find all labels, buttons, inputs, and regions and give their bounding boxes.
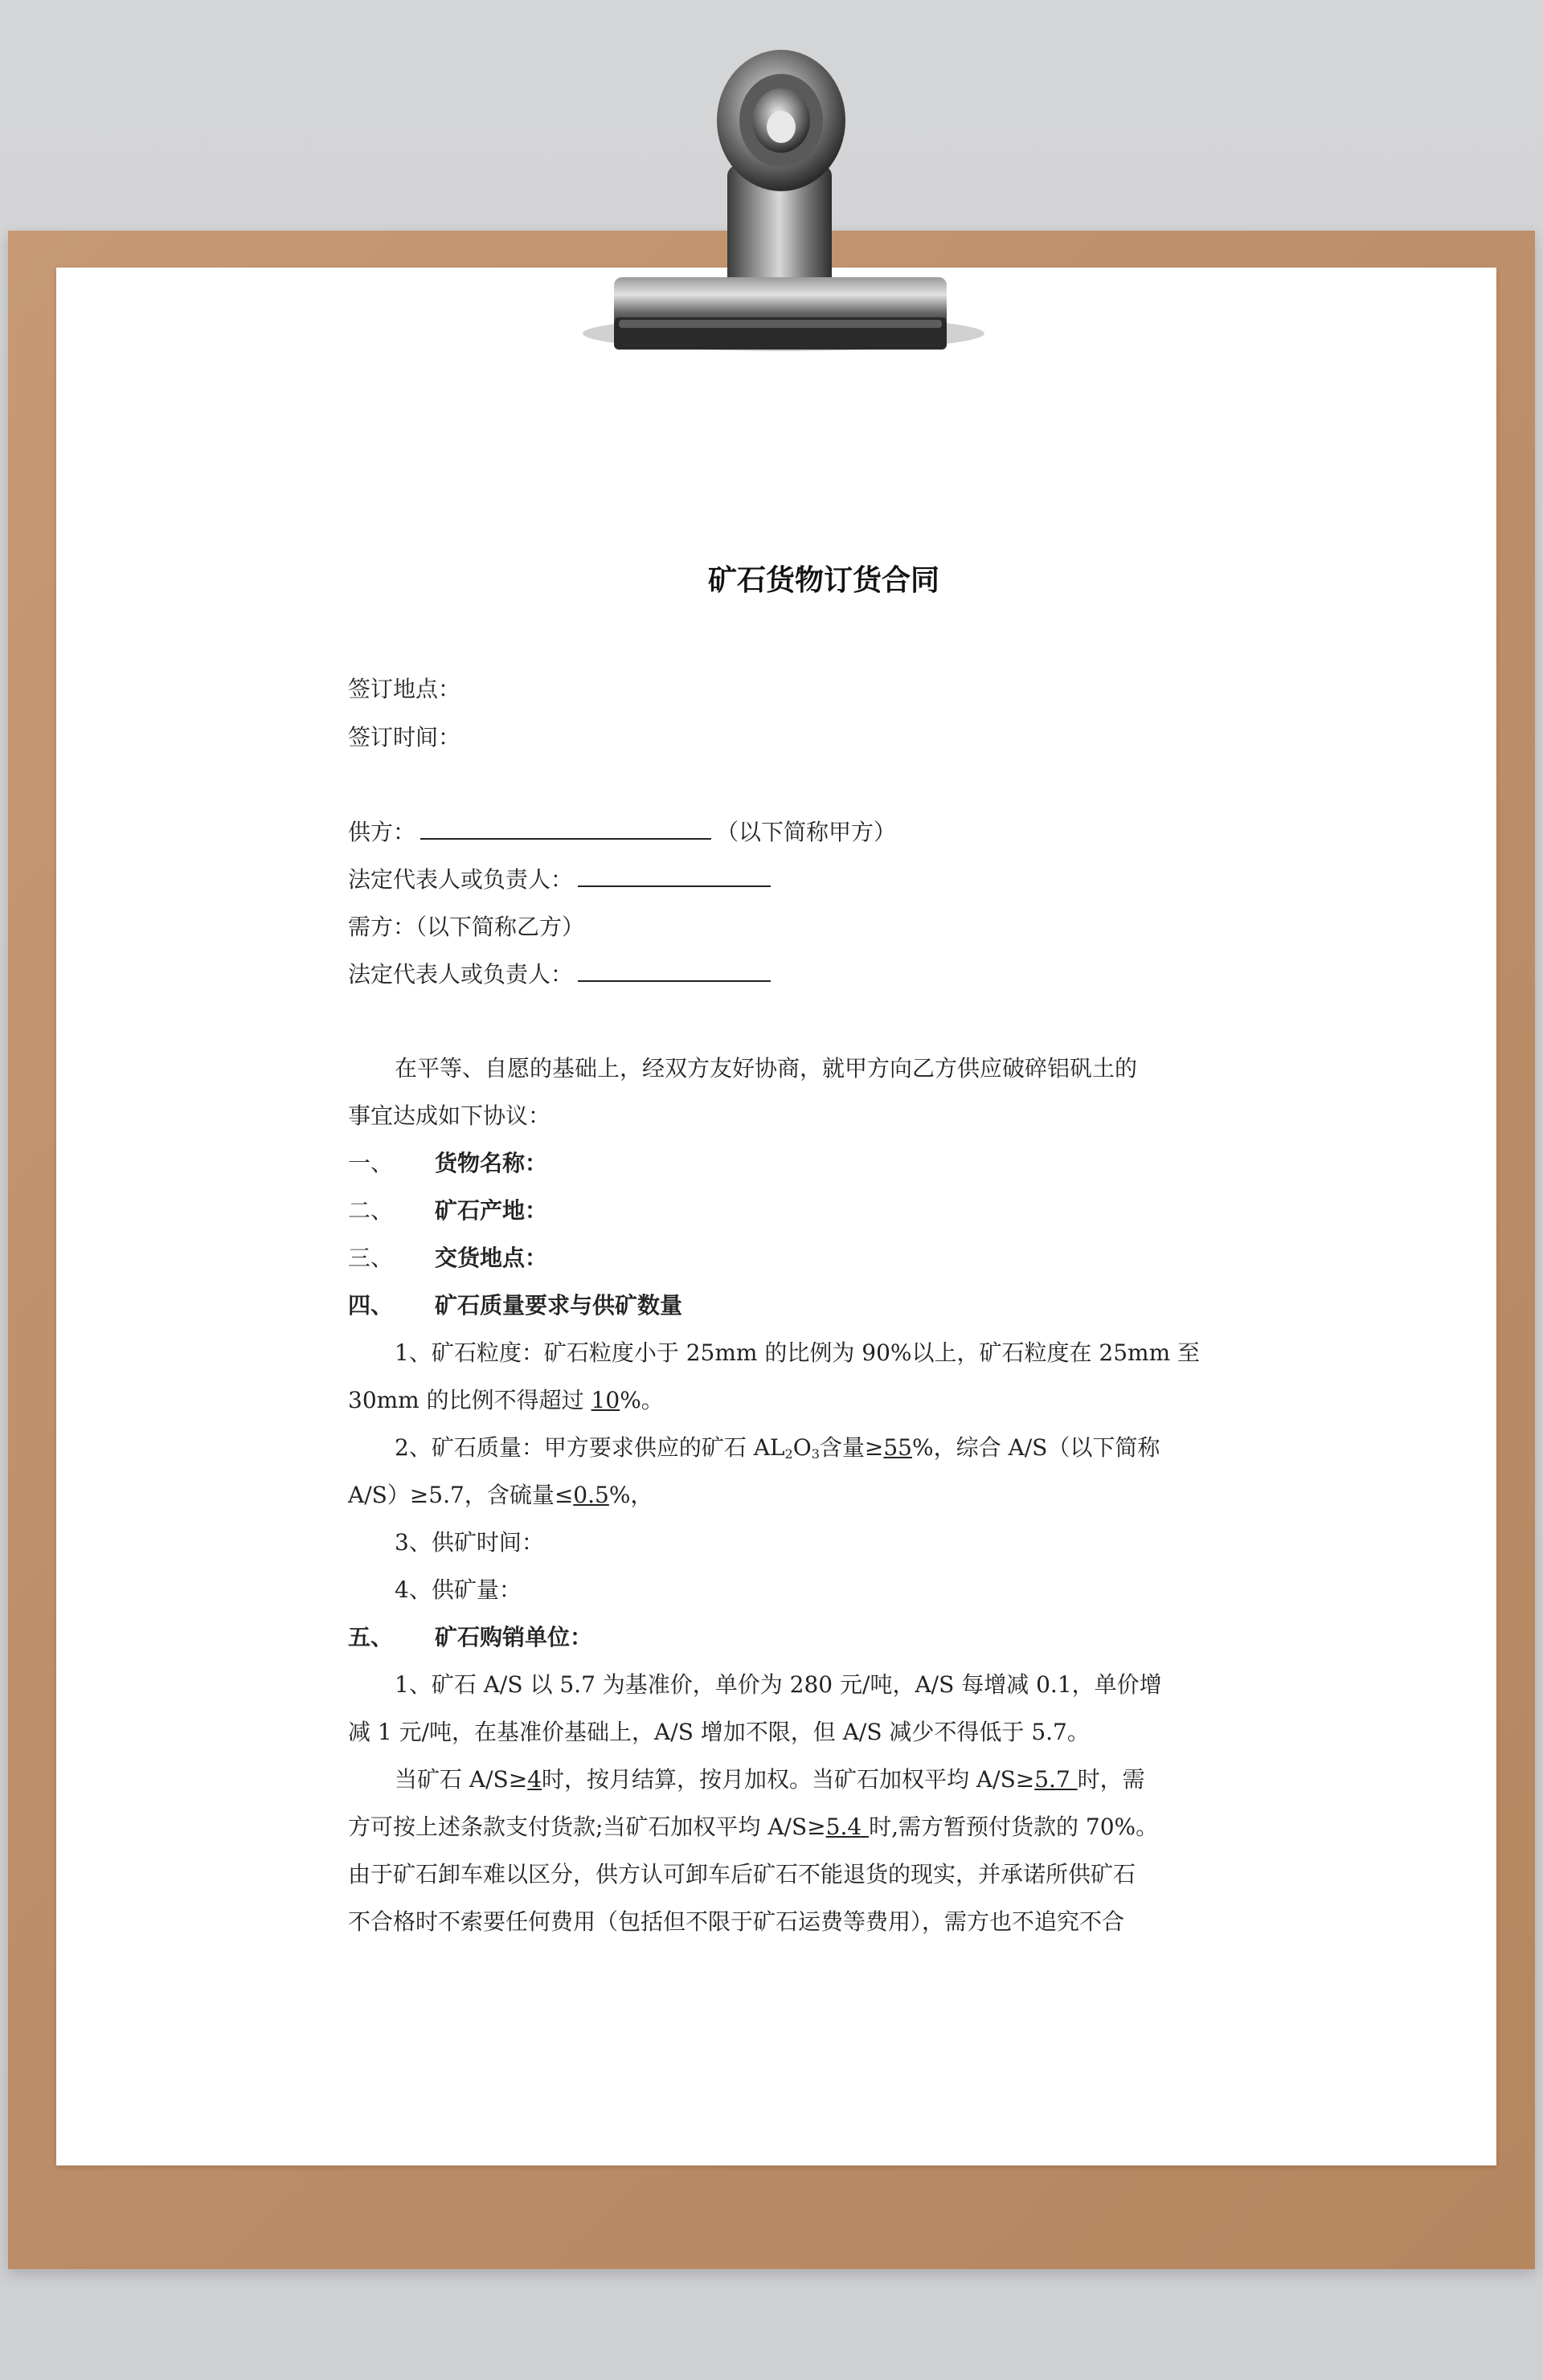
s4-item-2-line-2-end: %， bbox=[608, 1482, 653, 1508]
s5-para-2-value-2: 5.7 bbox=[1034, 1766, 1078, 1793]
s5-para-2-text-a: 当矿石 A/S≥ bbox=[395, 1766, 528, 1793]
section-4-number: 四、 bbox=[348, 1292, 394, 1319]
supplier-blank bbox=[420, 814, 711, 840]
supplier-label: 供方： bbox=[348, 819, 416, 845]
legal-rep-2-line bbox=[348, 951, 776, 998]
s4-item-2-sub-1: 2 bbox=[784, 1446, 793, 1462]
s4-item-2-text: 2、矿石质量：甲方要求供应的矿石 AL bbox=[395, 1434, 785, 1461]
legal-rep-1-line bbox=[348, 856, 776, 903]
section-1-heading bbox=[348, 1139, 547, 1187]
s5-para-2-line-2-end: 时,需方暂预付货款的 70%。 bbox=[869, 1814, 1159, 1840]
s4-item-1-line-2 bbox=[348, 1376, 664, 1424]
supplier-line bbox=[348, 808, 896, 856]
section-4-title: 矿石质量要求与供矿数量 bbox=[435, 1292, 683, 1319]
section-1-number: 一、 bbox=[348, 1150, 394, 1176]
s5-para-2-line-4: 不合格时不索要任何费用（包括但不限于矿石运费等费用），需方也不追究不合 bbox=[348, 1908, 1125, 1935]
legal-rep-1-label: 法定代表人或负责人： bbox=[348, 866, 574, 893]
intro-paragraph-line-2: 事宜达成如下协议： bbox=[348, 1102, 551, 1129]
s5-para-2-value-1: 4 bbox=[527, 1766, 542, 1793]
intro-paragraph-line-1: 在平等、自愿的基础上，经双方友好协商，就甲方向乙方供应破碎铝矾土的 bbox=[395, 1055, 1138, 1082]
section-3-title: 交货地点： bbox=[435, 1245, 548, 1271]
sign-time-line bbox=[348, 714, 460, 761]
sign-place-label: 签订地点： bbox=[348, 676, 461, 702]
s4-item-1-underlined-value: 10 bbox=[591, 1387, 620, 1413]
s4-item-1-text: 30mm 的比例不得超过 bbox=[348, 1387, 591, 1413]
s5-item-1-line-1: 1、矿石 A/S 以 5.7 为基准价，单价为 280 元/吨，A/S 每增减 0.1，单价增 bbox=[395, 1671, 1162, 1698]
s5-item-1-line-2: 减 1 元/吨，在基准价基础上，A/S 增加不限，但 A/S 减少不得低于 5.7。 bbox=[348, 1719, 1090, 1745]
s4-item-2-oxygen: O bbox=[792, 1434, 812, 1461]
section-2-title: 矿石产地： bbox=[435, 1197, 548, 1224]
section-5-title: 矿石购销单位： bbox=[435, 1624, 593, 1650]
legal-rep-2-label: 法定代表人或负责人： bbox=[348, 961, 574, 988]
legal-rep-2-blank bbox=[578, 956, 771, 982]
section-2-number: 二、 bbox=[348, 1197, 394, 1224]
section-1-title: 货物名称： bbox=[435, 1150, 548, 1176]
buyer-label: 需方：（以下简称乙方） bbox=[348, 914, 585, 940]
s5-para-2-line-1 bbox=[348, 1756, 1145, 1803]
s4-item-2-content: 含量≥ bbox=[819, 1434, 884, 1461]
s5-para-2-value-3: 5.4 bbox=[825, 1814, 870, 1840]
s4-item-3: 3、供矿时间： bbox=[395, 1529, 544, 1556]
s4-item-2-text-end: %，综合 A/S（以下简称 bbox=[911, 1434, 1160, 1461]
s4-item-2-sub-2: 3 bbox=[811, 1446, 820, 1462]
s4-item-2-sulfur-value: 0.5 bbox=[573, 1482, 609, 1508]
section-3-number: 三、 bbox=[348, 1245, 394, 1271]
section-5-number: 五、 bbox=[348, 1624, 394, 1650]
supplier-suffix: （以下简称甲方） bbox=[716, 819, 897, 845]
legal-rep-1-blank bbox=[578, 861, 771, 887]
s4-item-1-line-1: 1、矿石粒度：矿石粒度小于 25mm 的比例为 90%以上，矿石粒度在 25mm 至 bbox=[395, 1339, 1201, 1366]
s5-para-2-line-2-text: 方可按上述条款支付货款;当矿石加权平均 A/S≥ bbox=[348, 1814, 826, 1840]
s5-para-2-line-3: 由于矿石卸车难以区分，供方认可卸车后矿石不能退货的现实，并承诺所供矿石 bbox=[348, 1861, 1136, 1887]
document-title: 矿石货物订货合同 bbox=[707, 564, 939, 597]
section-3-heading bbox=[348, 1234, 547, 1282]
sign-place-line bbox=[348, 665, 460, 713]
s4-item-2-line-2-text: A/S）≥5.7，含硫量≤ bbox=[348, 1482, 574, 1508]
section-5-heading bbox=[348, 1613, 592, 1661]
s5-para-2-text-b: 时，按月结算，按月加权。当矿石加权平均 A/S≥ bbox=[542, 1766, 1035, 1793]
section-4-heading bbox=[348, 1282, 682, 1329]
s4-item-2-underlined-value: 55 bbox=[883, 1434, 912, 1461]
buyer-line bbox=[348, 903, 584, 951]
s5-para-2-line-2 bbox=[348, 1803, 1158, 1850]
s4-item-1-text-end: %。 bbox=[620, 1387, 664, 1413]
sign-time-label: 签订时间： bbox=[348, 724, 461, 750]
s4-item-2-line-2 bbox=[348, 1471, 653, 1519]
s4-item-4: 4、供矿量： bbox=[395, 1576, 522, 1603]
s4-item-2-line-1 bbox=[348, 1424, 1160, 1471]
section-2-heading bbox=[348, 1187, 547, 1234]
s5-para-2-text-c: 时，需 bbox=[1077, 1766, 1145, 1793]
